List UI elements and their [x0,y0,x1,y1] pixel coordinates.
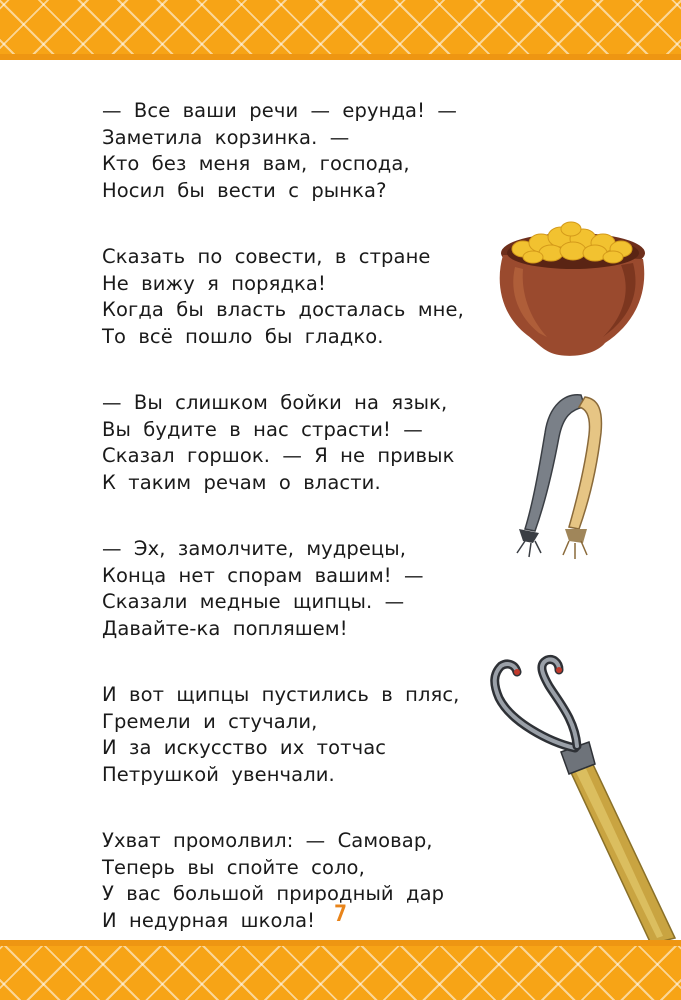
poem-line: Давайте-ка попляшем! [102,616,348,640]
poem-line: И за искусство их тотчас [102,736,387,759]
poem-line: Теперь вы спойте соло, [102,855,365,879]
poem-line: Петрушкой увенчали. [102,762,335,786]
pot-illustration [493,213,653,363]
stanza-4 [102,536,522,642]
stanza-1 [102,98,522,204]
stanza-2 [102,244,522,350]
poem-line: К таким речам о власти. [102,470,381,494]
poem-line: Ухват промолвил: — Самовар, [102,829,433,852]
poem-line: — Вы слишком бойки на язык, [102,391,448,414]
page-number: 7 [333,902,348,927]
poem-line: Сказал горшок. — Я не привык [102,444,455,467]
poem-line: Не вижу я порядка! [102,271,326,295]
poem-line: Гремели и стучали, [102,709,318,733]
oven-fork-illustration [463,652,681,944]
poem-line: Носил бы вести с рынка? [102,178,387,202]
stanza-5 [102,682,522,788]
poem-line: Кто без меня вам, господа, [102,152,410,175]
poem-line: Сказали медные щипцы. — [102,590,405,613]
poem-text [102,98,522,974]
poem-line: У вас большой природный дар [102,882,445,905]
poem-line: Конца нет спорам вашим! — [102,563,424,587]
poem-line: И вот щипцы пустились в пляс, [102,683,460,706]
stanza-3 [102,390,522,496]
poem-line: — Все ваши речи — ерунда! — [102,99,457,122]
poem-line: Вы будите в нас страсти! — [102,417,423,441]
top-ornament-band [0,0,681,60]
poem-line: То всё пошло бы гладко. [102,324,384,348]
tongs-illustration [505,383,620,568]
poem-line: Когда бы власть досталась мне, [102,298,464,321]
poem-line: Сказать по совести, в стране [102,245,431,268]
poem-line: Заметила корзинка. — [102,125,350,149]
poem-line: — Эх, замолчите, мудрецы, [102,537,407,560]
bottom-ornament-band [0,940,681,1000]
poem-line: И недурная школа! [102,908,316,932]
